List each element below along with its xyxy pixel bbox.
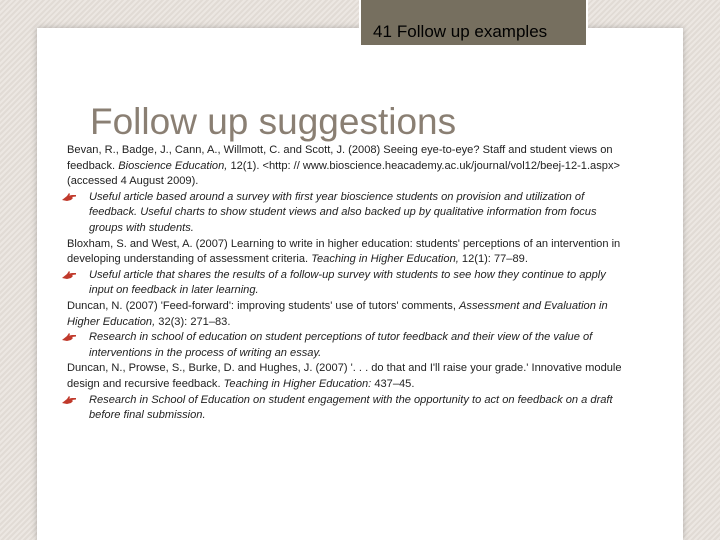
- reference-list: [67, 143, 627, 424]
- hand-pointing-icon: [61, 331, 77, 343]
- reference-note: Research in school of education on student perceptions of tutor feedback and their view of the value of interventions in the process of writing an essay.: [67, 330, 627, 361]
- reference-citation: Bevan, R., Badge, J., Cann, A., Willmott, C. and Scott, J. (2008) Seeing eye-to-eye? Staff and student views on feedback. Bioscience Education, 12(1). <http: // www.bioscience.heacademy.ac.uk/journal/vol12/beej-12-1.aspx> (accessed 4 August 2009).: [67, 144, 620, 188]
- slide-title: Follow up suggestions: [90, 100, 457, 142]
- reference-entry: [67, 361, 627, 423]
- slide-number: 41: [373, 22, 392, 41]
- reference-citation: Bloxham, S. and West, A. (2007) Learning to write in higher education: students' perceptions of an intervention in developing understanding of assessment criteria. Teaching in Higher Education, 12(1): 77–89.: [67, 237, 621, 266]
- hand-pointing-icon: [61, 394, 77, 406]
- slide-section-label: Follow up examples: [396, 22, 548, 41]
- reference-note: Research in School of Education on student engagement with the opportunity to act on feedback on a draft before final submission.: [67, 393, 627, 424]
- hand-pointing-icon: [61, 269, 77, 281]
- reference-citation: Duncan, N. (2007) 'Feed-forward': improving students' use of tutors' comments, Assessment and Evaluation in Higher Education, 32(3): 271–83.: [67, 299, 608, 328]
- reference-entry: [67, 143, 627, 237]
- reference-entry: [67, 237, 627, 299]
- slide-number-label: [373, 22, 547, 42]
- reference-note: Useful article based around a survey with first year bioscience students on provision and utilization of feedback. Useful charts to show student views and also backed up by qualitative information from focus groups with students.: [67, 190, 627, 237]
- reference-entry: [67, 299, 627, 361]
- hand-pointing-icon: [61, 191, 77, 203]
- reference-citation: Duncan, N., Prowse, S., Burke, D. and Hughes, J. (2007) '. . . do that and I'll raise your grade.' Innovative module design and recursive feedback. Teaching in Higher Education: 437–45.: [67, 362, 622, 390]
- reference-note: Useful article that shares the results of a follow-up survey with students to see how they continue to apply input on feedback in later learning.: [67, 268, 627, 299]
